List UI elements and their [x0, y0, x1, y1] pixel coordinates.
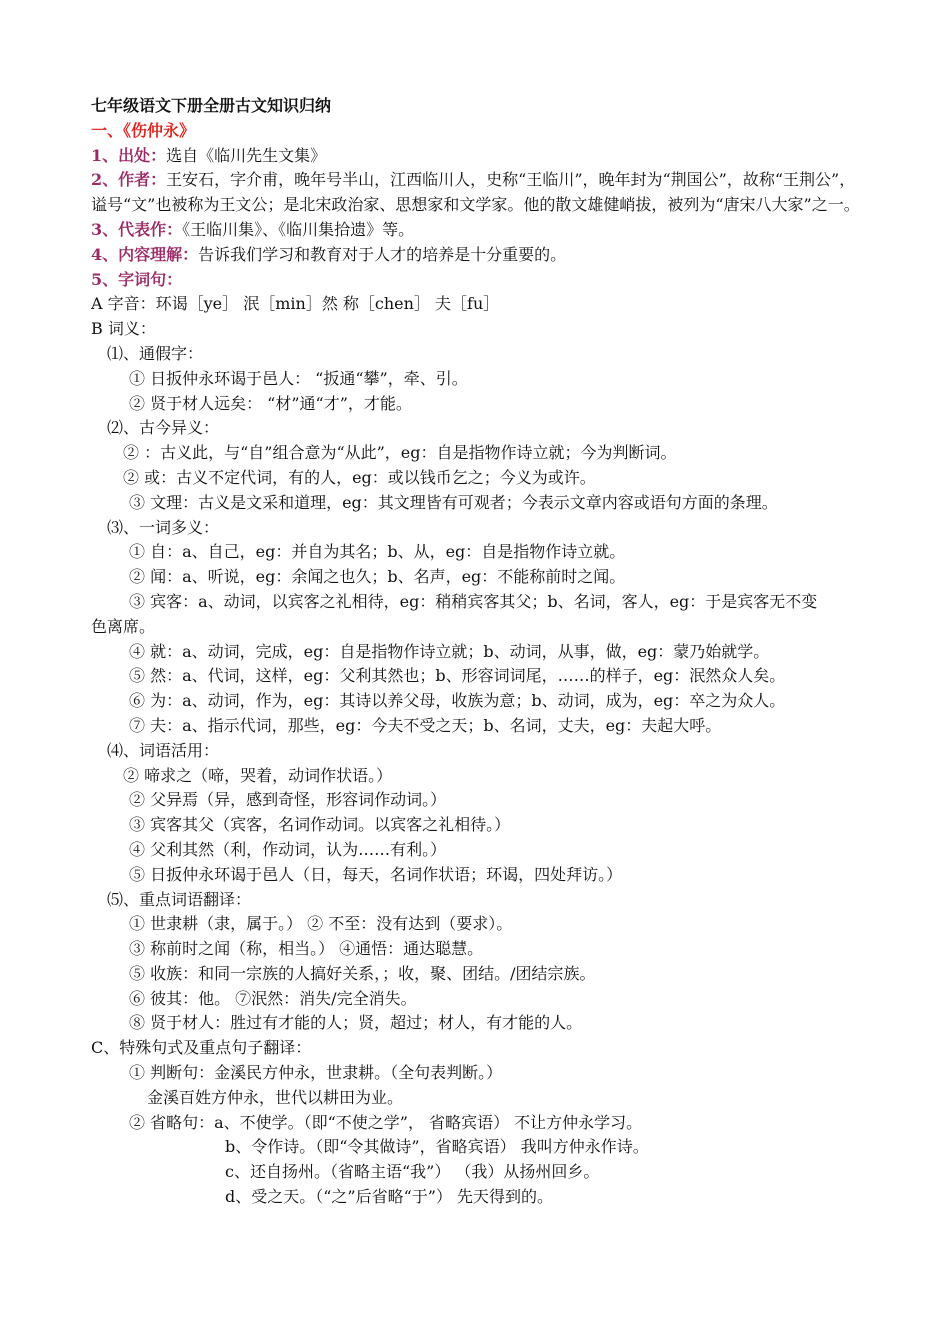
item-works	[91, 218, 871, 243]
list-item: ① 日扳仲永环谒于邑人： “扳通“攀”，牵、引。	[129, 368, 468, 388]
item-label: 2、作者：	[91, 170, 167, 190]
list-item: ③ 称前时之闻（称，相当。） ④通悟：通达聪慧。	[129, 939, 484, 959]
section-heading: 一、《伤仲永》	[91, 120, 196, 140]
item-text: 王安石，字介甫，晚年号半山，江西临川人，史称“王临川”，晚年封为“荆国公”，故称“王荆公”，谥号“文”也被称为王文公；是北宋政治家、思想家和文学家。他的散文雄健峭拔，被列为“唐宋八大家”之一。	[91, 170, 860, 215]
list-item: ⑧ 贤于材人：胜过有才能的人；贤，超过；材人，有才能的人。	[129, 1013, 583, 1033]
list-item: ④ 就：a、动词，完成，eg：自是指物作诗立就；b、动词，从事，做，eg：蒙乃始就学。	[129, 641, 770, 661]
item-understanding	[91, 243, 871, 268]
list-item: ② 父异焉（异，感到奇怪，形容词作动词。）	[129, 790, 447, 810]
list-item: ⑦ 夫：a、指示代词，那些，eg：今夫不受之天；b、名词，丈夫，eg：夫起大呼。	[129, 715, 722, 735]
item-label: 3、代表作：	[91, 219, 183, 239]
list-item: ⑤ 日扳仲永环谒于邑人（日，每天，名词作状语；环谒，四处拜访。）	[129, 864, 623, 884]
translation-line: 金溪百姓方仲永，世代以耕田为业。	[147, 1087, 404, 1107]
list-item: ⑤ 然：a、代词，这样，eg：父利其然也；b、形容词词尾，……的样子，eg：泯然众人矣。	[129, 666, 786, 686]
list-item: ② 啼求之（啼，哭着，动词作状语。）	[123, 765, 393, 785]
item-text: 告诉我们学习和教育对于人才的培养是十分重要的。	[198, 244, 567, 264]
list-item: ③ 文理：古义是文采和道理，eg：其文理皆有可观者；今表示文章内容或语句方面的条理。	[129, 492, 778, 512]
special-sentences-heading: C、特殊句式及重点句子翻译：	[91, 1038, 312, 1058]
pronunciation-line: A 字音：环谒［ye］ 泯［min］然 称［chen］ 夫［fu］	[91, 294, 500, 314]
subsection-title: ⑷、词语活用：	[107, 740, 220, 760]
subsection-title: ⑵、古今异义：	[107, 418, 220, 438]
list-item-continued: 色离席。	[91, 616, 156, 636]
list-item: ⑤ 收族：和同一宗族的人搞好关系，；收，聚、团结。/团结宗族。	[129, 963, 596, 983]
item-words	[91, 268, 871, 293]
item-text: 《王临川集》、《临川集拾遗》等。	[182, 219, 415, 239]
list-item: ⑥ 彼其：他。 ⑦泯然：消失/完全消失。	[129, 988, 417, 1008]
subsection-title: ⑶、一词多义：	[107, 517, 220, 537]
item-source	[91, 144, 871, 169]
item-text: 选自《临川先生文集》	[166, 145, 327, 165]
list-item: ① 世隶耕（隶，属于。） ② 不至：没有达到（要求）。	[129, 914, 513, 934]
item-author	[91, 168, 871, 218]
subsection-title: ⑴、通假字：	[107, 343, 204, 363]
list-item: ② 省略句：a、不使学。（即“不使之学”， 省略宾语） 不让方仲永学习。	[129, 1112, 643, 1132]
list-item: ③ 宾客其父（宾客，名词作动词。以宾客之礼相待。）	[129, 815, 511, 835]
item-label: 1、出处：	[91, 145, 167, 165]
list-item: ② 闻：a、听说，eg：余闻之也久；b、名声，eg：不能称前时之闻。	[129, 567, 626, 587]
list-item: ③ 宾客：a、动词，以宾客之礼相待，eg：稍稍宾客其父；b、名词，客人，eg：于是宾客无不变	[129, 591, 818, 611]
list-item: ② 或：古义不定代词，有的人，eg：或以钱币乞之；今义为或许。	[123, 467, 596, 487]
list-item: ② 贤于材人远矣： “材”通“才”，才能。	[129, 393, 412, 413]
list-subitem: c、还自扬州。（省略主语“我”） （我）从扬州回乡。	[225, 1162, 600, 1182]
list-subitem: b、令作诗。（即“令其做诗”，省略宾语） 我叫方仲永作诗。	[225, 1137, 649, 1157]
doc-title: 七年级语文下册全册古文知识归纳	[91, 96, 332, 115]
item-label: 5、字词句：	[91, 269, 183, 289]
list-item: ① 判断句：金溪民方仲永，世隶耕。（全句表判断。）	[129, 1063, 503, 1083]
meaning-heading: B 词义：	[91, 319, 156, 339]
list-subitem: d、受之天。（“之”后省略“于”） 先天得到的。	[225, 1187, 554, 1207]
item-label: 4、内容理解：	[91, 244, 199, 264]
document-page	[91, 94, 871, 1210]
list-item: ④ 父利其然（利，作动词，认为……有利。）	[129, 839, 447, 859]
list-item: ② ：古义此，与“自”组合意为“从此”，eg：自是指物作诗立就；今为判断词。	[123, 443, 677, 463]
list-item: ⑥ 为：a、动词，作为，eg：其诗以养父母，收族为意；b、动词，成为，eg：卒之为众人。	[129, 691, 786, 711]
subsection-title: ⑸、重点词语翻译：	[107, 889, 252, 909]
list-item: ① 自：a、自己，eg：并自为其名；b、从，eg：自是指物作诗立就。	[129, 542, 626, 562]
